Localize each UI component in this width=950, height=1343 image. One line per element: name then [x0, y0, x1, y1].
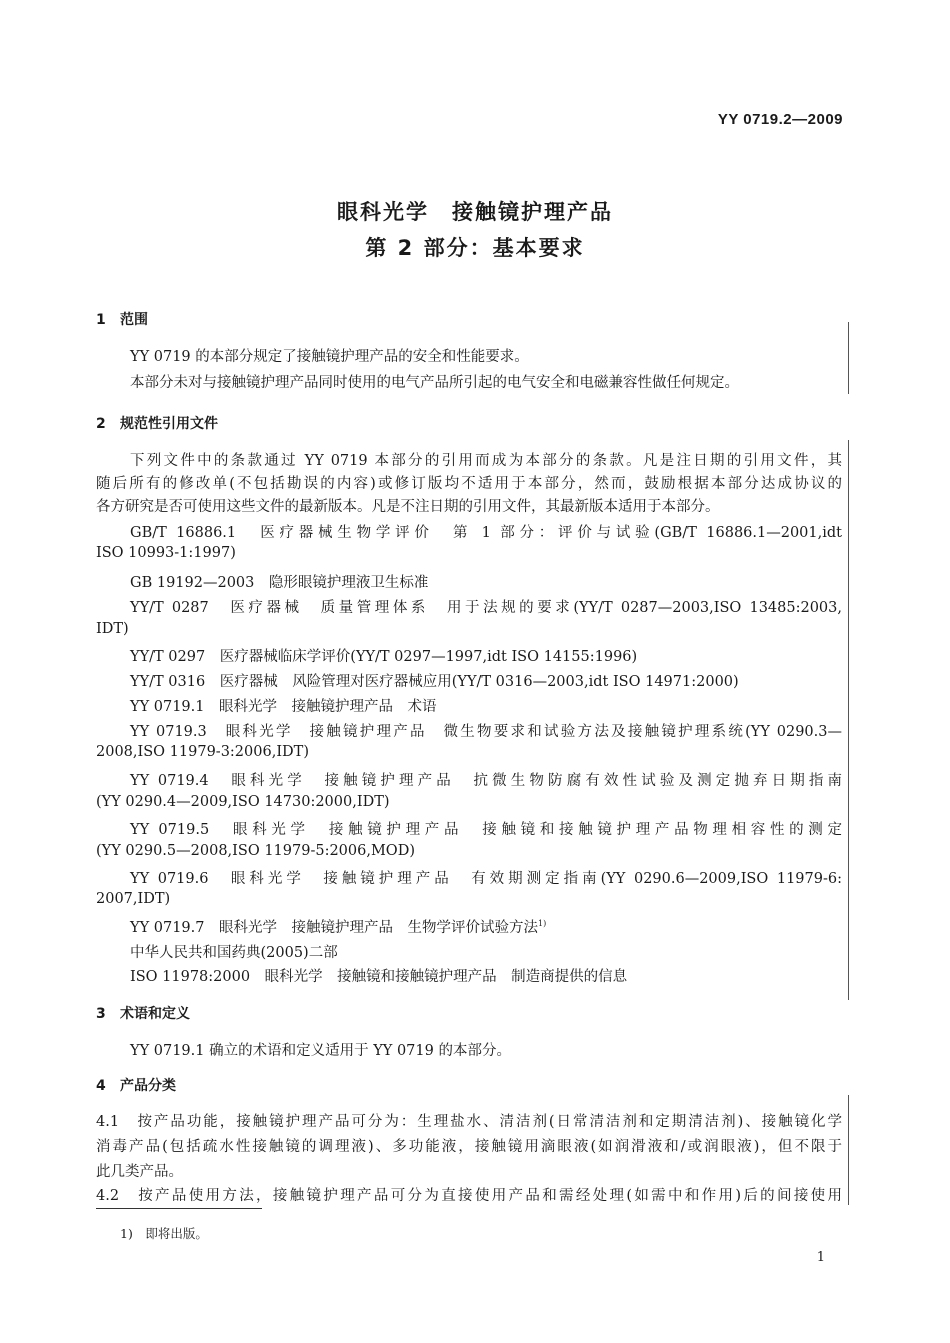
section-number: 1 [96, 312, 106, 328]
paragraph: YY 0719.1 确立的术语和定义适用于 YY 0719 的本部分。 [130, 1043, 511, 1059]
clause-4-1-continued: 此几类产品。 [96, 1164, 183, 1180]
document-title-line2: 第 2 部分：基本要求 [365, 236, 585, 260]
standard-number: YY 0719.2—2009 [717, 111, 843, 128]
section-number: 4 [96, 1078, 106, 1094]
reference-item: YY 0719.3 眼科光学 接触镜护理产品 微生物要求和试验方法及接触镜护理系统(YY 0290.3— [130, 724, 842, 740]
section-number: 2 [96, 416, 106, 432]
clause-4-2: 4.2 按产品使用方法，接触镜护理产品可分为直接使用产品和需经处理(如需中和作用)后的间接使用 [96, 1188, 842, 1204]
footnote-separator [96, 1208, 262, 1209]
paragraph: 各方研究是否可使用这些文件的最新版本。凡是不注日期的引用文件，其最新版本适用于本部分。 [96, 499, 720, 515]
footnote-marker: 1) [538, 919, 547, 928]
reference-item [130, 916, 546, 937]
reference-item: YY 0719.5 眼科光学 接触镜护理产品 接触镜和接触镜护理产品物理相容性的测定 [130, 822, 842, 838]
reference-item: YY 0719.6 眼科光学 接触镜护理产品 有效期测定指南(YY 0290.6—2009,ISO 11979-6: [130, 871, 842, 887]
reference-item-continued: IDT) [96, 621, 129, 637]
reference-text: YY 0719.7 眼科光学 接触镜护理产品 生物学评价试验方法 [130, 920, 538, 936]
reference-item-continued: 2007,IDT) [96, 891, 171, 907]
reference-item: YY 0719.1 眼科光学 接触镜护理产品 术语 [130, 699, 437, 715]
change-bar [848, 322, 849, 394]
paragraph: 随后所有的修改单(不包括勘误的内容)或修订版均不适用于本部分，然而，鼓励根据本部分达成协议的 [96, 476, 842, 492]
reference-item: 中华人民共和国药典(2005)二部 [130, 945, 338, 961]
section-number: 3 [96, 1006, 106, 1022]
reference-item: YY/T 0297 医疗器械临床学评价(YY/T 0297—1997,idt ISO 14155:1996) [130, 649, 638, 665]
section-3-heading [96, 1003, 190, 1023]
reference-item: YY/T 0316 医疗器械 风险管理对医疗器械应用(YY/T 0316—2003,idt ISO 14971:2000) [130, 674, 739, 690]
page-number: 1 [816, 1250, 825, 1265]
paragraph: 本部分未对与接触镜护理产品同时使用的电气产品所引起的电气安全和电磁兼容性做任何规定。 [130, 375, 739, 391]
reference-item-continued: (YY 0290.4—2009,ISO 14730:2000,IDT) [96, 794, 390, 810]
reference-item-continued: 2008,ISO 11979-3:2006,IDT) [96, 744, 309, 760]
reference-item-continued: (YY 0290.5—2008,ISO 11979-5:2006,MOD) [96, 843, 415, 859]
reference-item: GB 19192—2003 隐形眼镜护理液卫生标准 [130, 575, 429, 591]
clause-4-1-continued: 消毒产品(包括疏水性接触镜的调理液)、多功能液，接触镜用滴眼液(如润滑液和/或润眼液)，但不限于 [96, 1139, 842, 1155]
section-2-heading [96, 413, 218, 433]
section-title: 术语和定义 [120, 1006, 190, 1022]
reference-item-continued: ISO 10993-1:1997) [96, 545, 236, 561]
document-title-line1: 眼科光学 接触镜护理产品 [337, 200, 613, 224]
clause-4-1: 4.1 按产品功能，接触镜护理产品可分为：生理盐水、清洁剂(日常清洁剂和定期清洁剂)、接触镜化学 [96, 1114, 842, 1130]
footnote: 1) 即将出版。 [120, 1226, 208, 1241]
change-bar [848, 1095, 849, 1205]
change-bar [848, 440, 849, 1000]
section-title: 规范性引用文件 [120, 416, 218, 432]
reference-item: GB/T 16886.1 医疗器械生物学评价 第 1 部分：评价与试验(GB/T 16886.1—2001,idt [130, 525, 842, 541]
paragraph: YY 0719 的本部分规定了接触镜护理产品的安全和性能要求。 [130, 349, 529, 365]
reference-item: YY/T 0287 医疗器械 质量管理体系 用于法规的要求(YY/T 0287—2003,ISO 13485:2003, [130, 600, 842, 616]
paragraph: 下列文件中的条款通过 YY 0719 本部分的引用而成为本部分的条款。凡是注日期的引用文件，其 [130, 453, 842, 469]
reference-item: YY 0719.4 眼科光学 接触镜护理产品 抗微生物防腐有效性试验及测定抛弃日期指南 [130, 773, 842, 789]
section-title: 范围 [120, 312, 148, 328]
section-4-heading [96, 1075, 176, 1095]
section-title: 产品分类 [120, 1078, 176, 1094]
reference-item: ISO 11978:2000 眼科光学 接触镜和接触镜护理产品 制造商提供的信息 [130, 969, 628, 985]
section-1-heading [96, 309, 148, 329]
